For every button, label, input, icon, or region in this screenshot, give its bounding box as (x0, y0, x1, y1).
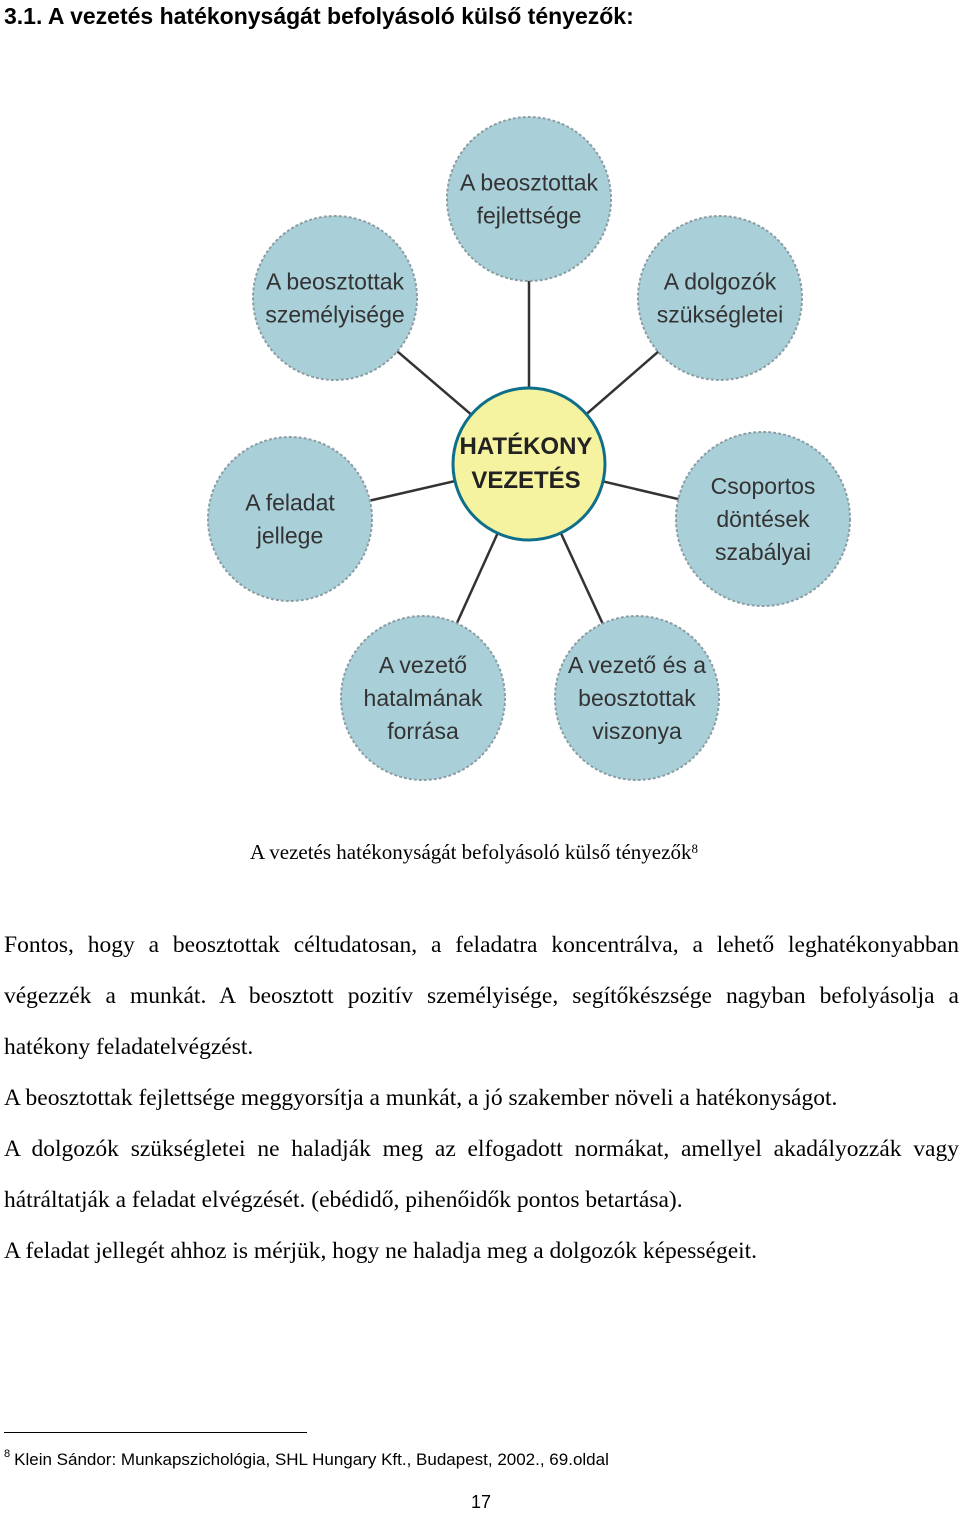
caption-footnote-ref: 8 (691, 841, 698, 856)
factor-label-line: jellege (256, 522, 324, 549)
factor-circle (253, 216, 417, 380)
center-label-line-1: HATÉKONY (459, 433, 593, 460)
paragraph-1: Fontos, hogy a beosztottak céltudatosan, a feladatra koncentrálva, a lehető leghatékonyabban végezzék a munkát. A beosztott pozitív személyisége, segítőkészsége nagyban befolyásolja a hatékony feladatelvégzést. (4, 932, 959, 1060)
factor-label-line: forrása (387, 718, 459, 744)
factor-label-line: döntések (716, 506, 810, 532)
footnote-separator (4, 1432, 307, 1433)
factor-label-line: szabályai (715, 539, 811, 565)
section-title: A vezetés hatékonyságát befolyásoló külső tényezők: (47, 3, 634, 29)
section-number: 3.1. (4, 3, 43, 29)
paragraph-4: A feladat jellegét ahhoz is mérjük, hogy ne haladja meg a dolgozók képességeit. (4, 1238, 758, 1264)
factor-label-line: beosztottak (578, 685, 696, 711)
factor-node (447, 117, 611, 281)
factor-label-line: viszonya (592, 718, 682, 744)
center-circle (453, 388, 605, 540)
factor-label-line: A vezető (378, 652, 468, 678)
factor-node (341, 616, 505, 780)
factor-node (638, 216, 802, 380)
factor-node (253, 216, 417, 380)
factor-label-line: A dolgozók (663, 268, 777, 295)
figure-caption (250, 838, 698, 866)
footnote (4, 1440, 609, 1480)
factors-diagram (0, 95, 960, 800)
factor-label-line: fejlettsége (476, 202, 582, 229)
page-number: 17 (471, 1492, 492, 1512)
factor-label-line: Csoportos (710, 473, 816, 499)
factor-node (555, 616, 719, 780)
factor-label-line: hatalmának (363, 685, 483, 711)
center-label-line-2: VEZETÉS (471, 467, 581, 494)
center-node (453, 388, 605, 540)
section-heading (4, 0, 634, 32)
factor-node (676, 432, 850, 606)
factor-label-line: A feladat (245, 489, 335, 516)
footnote-number: 8 (4, 1448, 11, 1460)
body-text (4, 920, 959, 1277)
caption-text: A vezetés hatékonyságát befolyásoló külső tényezők (250, 840, 692, 864)
footnote-text: Klein Sándor: Munkapszichológia, SHL Hungary Kft., Budapest, 2002., 69.oldal (14, 1450, 609, 1469)
factor-label-line: A beosztottak (459, 169, 599, 196)
paragraph-3: A dolgozók szükségletei ne haladják meg az elfogadott normákat, amellyel akadályozzák vagy hátráltatják a feladat elvégzését. (ebédidő, pihenőidők pontos betartása). (4, 1136, 959, 1213)
factor-circle (638, 216, 802, 380)
factor-label-line: személyisége (265, 301, 405, 328)
factor-node (208, 437, 372, 601)
factor-label-line: szükségletei (656, 301, 784, 328)
paragraph-2: A beosztottak fejlettsége meggyorsítja a munkát, a jó szakember növeli a hatékonyságot. (4, 1085, 838, 1111)
factor-circle (208, 437, 372, 601)
factor-circle (447, 117, 611, 281)
factor-label-line: A beosztottak (265, 268, 405, 295)
factor-label-line: A vezető és a (567, 652, 707, 678)
